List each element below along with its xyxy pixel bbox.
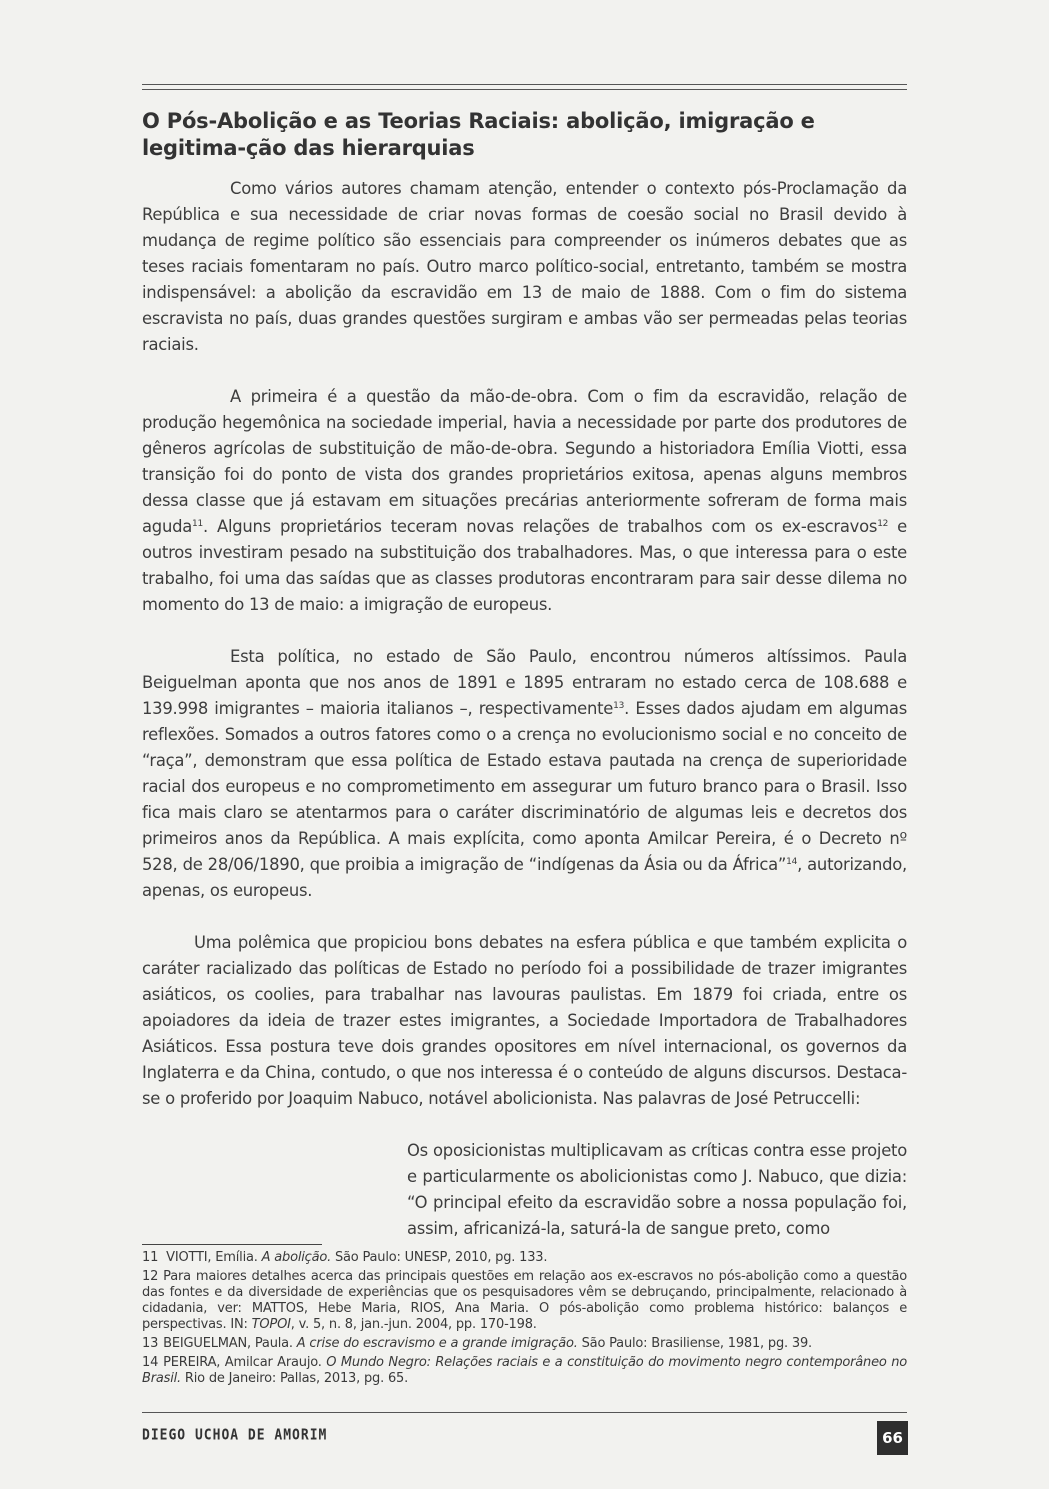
footnote-text: PEREIRA, Amilcar Araujo. — [163, 1355, 327, 1370]
paragraph-3-part-c: , autorizando, apenas, os europeus. — [142, 855, 907, 900]
paragraph-3-part-b: . Esses dados ajudam em algumas reflexões. Somados a outros fatores como o a crença no evolucionismo social e no conceito de “raça”, demonstram que essa política de Estado estava pautada na crença de superioridade racial dos europeus e no comprometimento em assegurar um futuro branco para o Brasil. Isso fica mais claro se atentarmos para o caráter discriminatório de algumas leis e decretos dos primeiros anos da República. A mais explícita, como aponta Amilcar Pereira, é o Decreto nº 528, de 28/06/1890, que proibia a imigração de “indígenas da Ásia ou da África” — [142, 699, 908, 874]
paragraph-2 — [142, 384, 907, 618]
footer-author: DIEGO UCHOA DE AMORIM — [142, 1426, 328, 1445]
footnote-text: Rio de Janeiro: Pallas, 2013, pg. 65. — [180, 1371, 409, 1386]
paragraph-1: Como vários autores chamam atenção, entender o contexto pós-Proclamação da República e sua necessidade de criar novas formas de coesão social no Brasil devido à mudança de regime político são essenciais para compreender os inúmeros debates que as teses raciais fomentaram no país. Outro marco político-social, entretanto, também se mostra indispensável: a abolição da escravidão em 13 de maio de 1888. Com o fim do sistema escravista no país, duas grandes questões surgiram e ambas vão ser permeadas pelas teorias raciais. — [142, 179, 907, 354]
footnote-rule — [142, 1244, 322, 1245]
footnote-text: , v. 5, n. 8, jan.-jun. 2004, pp. 170-198. — [290, 1317, 537, 1332]
header-rule-bottom — [142, 89, 907, 90]
footnote-14 — [142, 1355, 907, 1387]
footnote-title: A crise do escravismo e a grande imigração. — [296, 1336, 578, 1351]
footnote-text: VIOTTI, Emília. — [166, 1250, 262, 1265]
footnotes — [142, 1250, 907, 1390]
page-number-badge: 66 — [877, 1421, 908, 1455]
block-quote-text: Os oposicionistas multiplicavam as críticas contra esse projeto e particularmente os abolicionistas como J. Nabuco, que dizia: “O principal efeito da escravidão sobre a nossa população foi, assim, africanizá-la, saturá-la de sangue preto, como — [407, 1141, 907, 1238]
footnote-ref-12[interactable]: 12 — [877, 519, 889, 529]
footnote-text: BEIGUELMAN, Paula. — [163, 1336, 297, 1351]
footnote-12 — [142, 1269, 907, 1333]
block-quote — [407, 1138, 907, 1242]
footnote-13 — [142, 1336, 907, 1352]
footnote-text: São Paulo: Brasiliense, 1981, pg. 39. — [577, 1336, 812, 1351]
footnote-number: 12 — [142, 1269, 159, 1284]
header-rule-top — [142, 84, 907, 85]
page-content — [142, 108, 907, 1242]
footnote-ref-13[interactable]: 13 — [613, 701, 625, 711]
footnote-11 — [142, 1250, 907, 1266]
footnote-title: O Mundo Negro: Relações raciais e a constituição do movimento negro contemporâneo no Brasil. — [142, 1355, 907, 1386]
footnote-ref-14[interactable]: 14 — [786, 857, 798, 867]
paragraph-2-part-c: e outros investiram pesado na substituição dos trabalhadores. Mas, o que interessa para o este trabalho, foi uma das saídas que as classes produtoras encontraram para sair desse dilema no momento do 13 de maio: a imigração de europeus. — [142, 517, 907, 614]
paragraph-2-part-a: A primeira é a questão da mão-de-obra. Com o fim da escravidão, relação de produção hegemônica na sociedade imperial, havia a necessidade por parte dos produtores de gêneros agrícolas de substituição de mão-de-obra. Segundo a historiadora Emília Viotti, essa transição foi do ponto de vista dos grandes proprietários exitosa, apenas alguns membros dessa classe que já estavam em situações precárias anteriormente sofreram de forma mais aguda — [142, 387, 907, 536]
paragraph-4: Uma polêmica que propiciou bons debates na esfera pública e que também explicita o caráter racializado das políticas de Estado no período foi a possibilidade de trazer imigrantes asiáticos, os coolies, para trabalhar nas lavouras paulistas. Em 1879 foi criada, entre os apoiadores da ideia de trazer estes imigrantes, a Sociedade Importadora de Trabalhadores Asiáticos. Essa postura teve dois grandes opositores em nível internacional, os governos da Inglaterra e da China, contudo, o que nos interessa é o conteúdo de alguns discursos. Destaca-se o proferido por Joaquim Nabuco, notável abolicionista. Nas palavras de José Petruccelli: — [142, 933, 907, 1108]
paragraph-3 — [142, 644, 907, 904]
paragraph-3-part-a: Esta política, no estado de São Paulo, encontrou números altíssimos. Paula Beiguelman aponta que nos anos de 1891 e 1895 entraram no estado cerca de 108.688 e 139.998 imigrantes – maioria italianos –, respectivamente — [142, 647, 907, 718]
footnote-text: São Paulo: UNESP, 2010, pg. 133. — [331, 1250, 548, 1265]
section-title: O Pós-Abolição e as Teorias Raciais: abolição, imigração e legitima-ção das hierarquias — [142, 109, 815, 160]
footnote-ref-11[interactable]: 11 — [192, 519, 203, 529]
footnote-number: 11 — [142, 1250, 159, 1265]
footer-rule — [142, 1412, 907, 1413]
paragraph-2-part-b: . Alguns proprietários teceram novas relações de trabalhos com os ex-escravos — [203, 517, 878, 536]
footnote-text: Para maiores detalhes acerca das principais questões em relação aos ex-escravos no pós-abolição como a questão das fontes e da diversidade de experiências que os pesquisadores vêm se debruçando, principalmente, relacionado à cidadania, ver: MATTOS, Hebe Maria, RIOS, Ana Maria. O pós-abolição como problema histórico: balanços e perspectivas. IN: — [142, 1269, 907, 1332]
footnote-number: 14 — [142, 1355, 159, 1370]
footnote-title: TOPOI — [251, 1317, 291, 1332]
footnote-title: A abolição. — [261, 1250, 332, 1265]
footnote-number: 13 — [142, 1336, 159, 1351]
